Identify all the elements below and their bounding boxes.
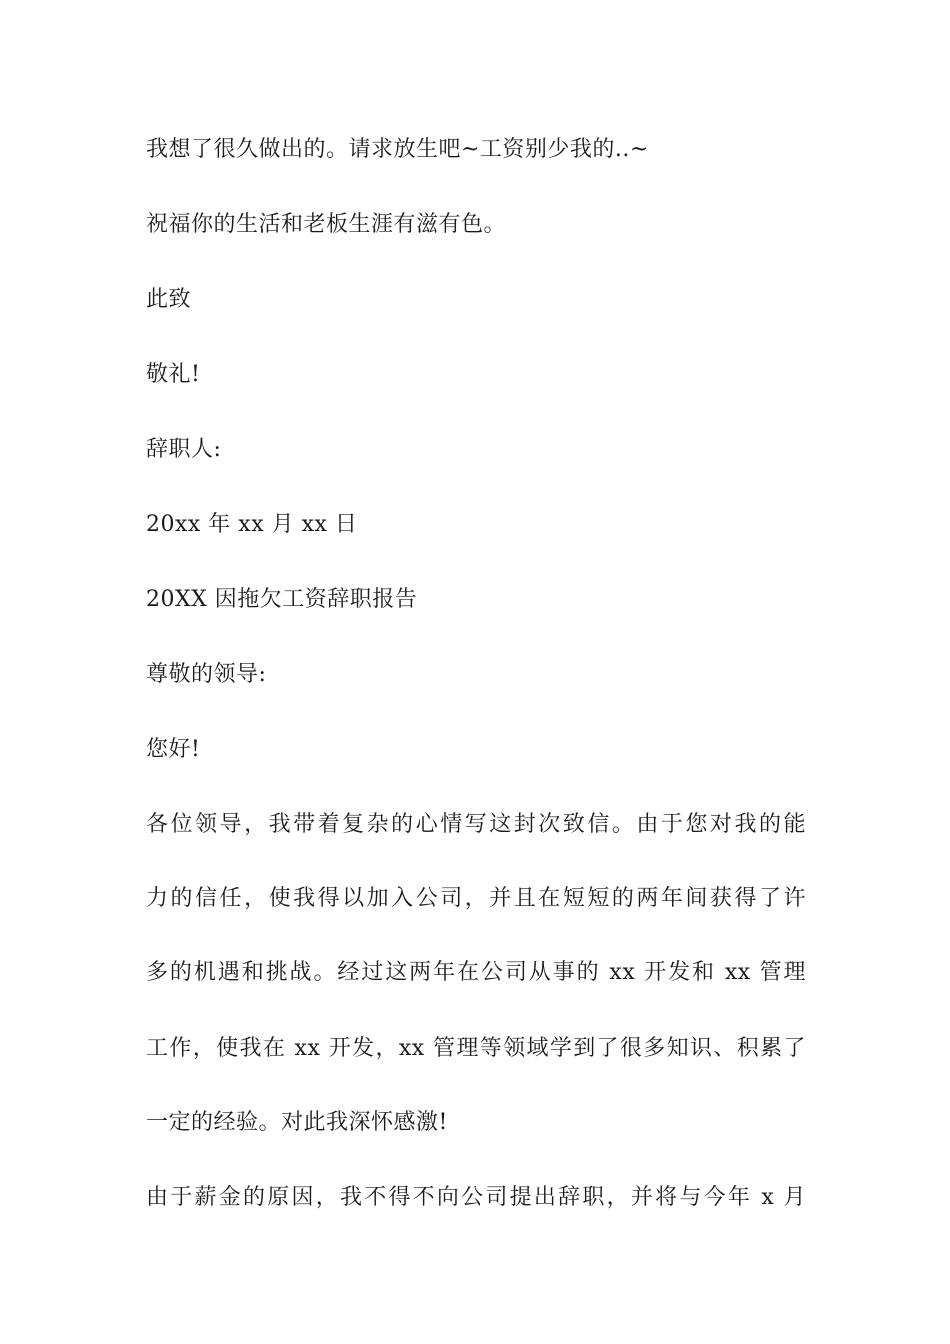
text-line-1: 我想了很久做出的。请求放生吧~工资别少我的..~ bbox=[146, 137, 649, 162]
greeting-hello: 您好! bbox=[146, 737, 201, 762]
signer-label: 辞职人: bbox=[146, 437, 222, 462]
paragraph-line-1: 各位领导，我带着复杂的心情写这封次致信。由于您对我的能 bbox=[146, 812, 806, 837]
paragraph-line-5: 一定的经验。对此我深怀感激! bbox=[146, 1110, 448, 1135]
paragraph-line-2: 力的信任，使我得以加入公司，并且在短短的两年间获得了许 bbox=[146, 886, 806, 911]
paragraph-line-6: 由于薪金的原因，我不得不向公司提出辞职，并将与今年 x 月 bbox=[146, 1185, 806, 1210]
text-line-2: 祝福你的生活和老板生涯有滋有色。 bbox=[146, 212, 507, 237]
paragraph-line-3: 多的机遇和挑战。经过这两年在公司从事的 xx 开发和 xx 管理 bbox=[146, 960, 806, 985]
section-title: 20XX 因拖欠工资辞职报告 bbox=[146, 587, 418, 612]
paragraph-line-4: 工作，使我在 xx 开发，xx 管理等领域学到了很多知识、积累了 bbox=[146, 1036, 806, 1061]
closing-salutation: 此致 bbox=[146, 287, 192, 312]
greeting-recipient: 尊敬的领导: bbox=[146, 662, 267, 687]
date-line: 20xx 年 xx 月 xx 日 bbox=[146, 512, 358, 537]
closing-regards: 敬礼! bbox=[146, 362, 201, 387]
